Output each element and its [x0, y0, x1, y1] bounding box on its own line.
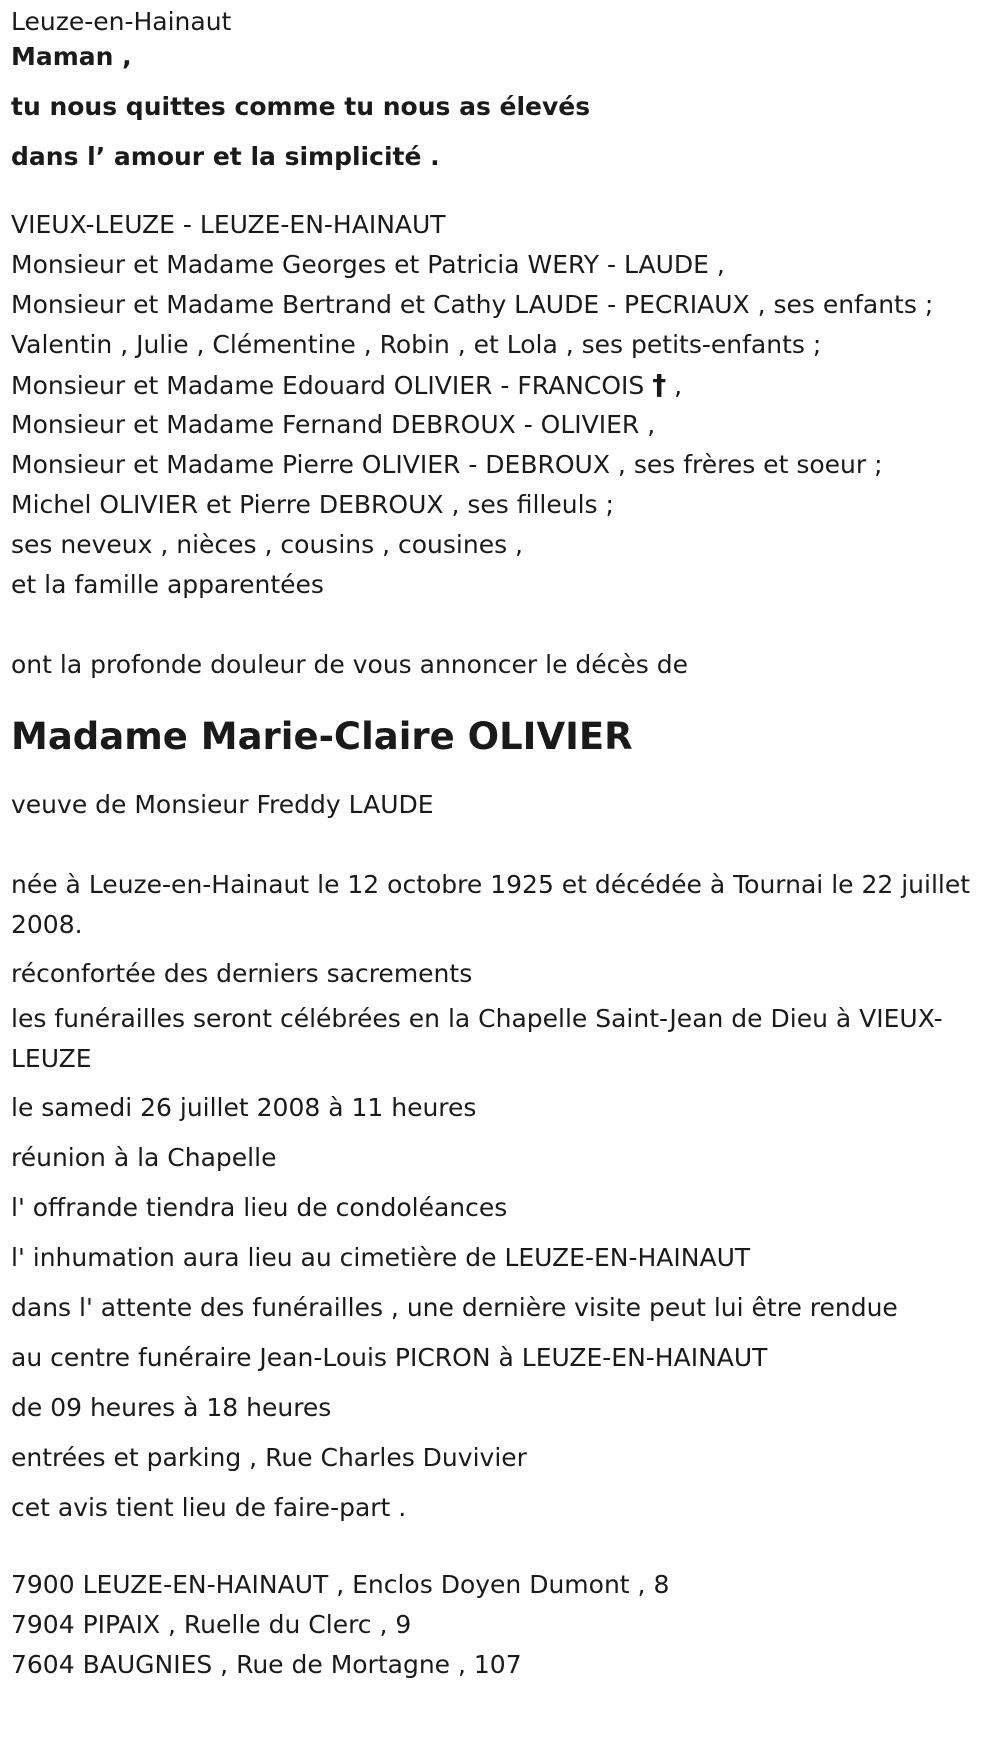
family-list [11, 205, 1000, 605]
address-line: 7904 PIPAIX , Ruelle du Clerc , 9 [11, 1610, 412, 1639]
detail-line: cet avis tient lieu de faire-part . [11, 1493, 407, 1522]
family-line: Michel OLIVIER et Pierre DEBROUX , ses filleuls ; [11, 490, 614, 519]
funeral-place: les funérailles seront célébrées en la Chapelle Saint-Jean de Dieu à VIEUX-LEUZE [11, 1004, 943, 1073]
detail-line: de 09 heures à 18 heures [11, 1393, 332, 1422]
family-line: et la famille apparentées [11, 570, 324, 599]
detail-line: l' inhumation aura lieu au cimetière de LEUZE-EN-HAINAUT [11, 1243, 751, 1272]
family-place: VIEUX-LEUZE - LEUZE-EN-HAINAUT [11, 210, 446, 239]
poem-line: tu nous quittes comme tu nous as élevés [11, 92, 591, 121]
widow-of: veuve de Monsieur Freddy LAUDE [11, 790, 434, 819]
detail-line: entrées et parking , Rue Charles Duvivier [11, 1443, 527, 1472]
location-header: Leuze-en-Hainaut [11, 7, 232, 36]
family-line-suffix: , [666, 371, 683, 400]
address-line: 7900 LEUZE-EN-HAINAUT , Enclos Doyen Dumont , 8 [11, 1570, 670, 1599]
detail-line: dans l' attente des funérailles , une dernière visite peut lui être rendue [11, 1293, 898, 1322]
poem-line: Maman , [11, 42, 132, 71]
funeral-details [11, 865, 1000, 1533]
family-line: Monsieur et Madame Bertrand et Cathy LAUDE - PECRIAUX , ses enfants ; [11, 290, 934, 319]
family-line: Valentin , Julie , Clémentine , Robin , et Lola , ses petits-enfants ; [11, 330, 822, 359]
family-line: Monsieur et Madame Georges et Patricia WERY - LAUDE , [11, 250, 725, 279]
poem [11, 32, 1000, 182]
deceased-name: Madame Marie-Claire OLIVIER [11, 715, 633, 758]
poem-line: dans l’ amour et la simplicité . [11, 142, 440, 171]
detail-line: au centre funéraire Jean-Louis PICRON à LEUZE-EN-HAINAUT [11, 1343, 768, 1372]
family-line: Monsieur et Madame Fernand DEBROUX - OLIVIER , [11, 410, 656, 439]
funeral-date: le samedi 26 juillet 2008 à 11 heures [11, 1093, 477, 1122]
cross-icon: † [652, 368, 667, 401]
family-line: Monsieur et Madame Pierre OLIVIER - DEBROUX , ses frères et soeur ; [11, 450, 883, 479]
detail-line: réconfortée des derniers sacrements [11, 959, 473, 988]
family-line-deceased [11, 365, 1000, 405]
family-line-text: Monsieur et Madame Edouard OLIVIER - FRANCOIS [11, 371, 645, 400]
addresses [11, 1565, 1000, 1685]
announcement: ont la profonde douleur de vous annoncer le décès de [11, 650, 689, 679]
family-line: ses neveux , nièces , cousins , cousines , [11, 530, 523, 559]
address-line: 7604 BAUGNIES , Rue de Mortagne , 107 [11, 1650, 522, 1679]
birth-death: née à Leuze-en-Hainaut le 12 octobre 1925 et décédée à Tournai le 22 juillet 2008. [11, 870, 971, 939]
detail-line: l' offrande tiendra lieu de condoléances [11, 1193, 508, 1222]
detail-line: réunion à la Chapelle [11, 1143, 277, 1172]
